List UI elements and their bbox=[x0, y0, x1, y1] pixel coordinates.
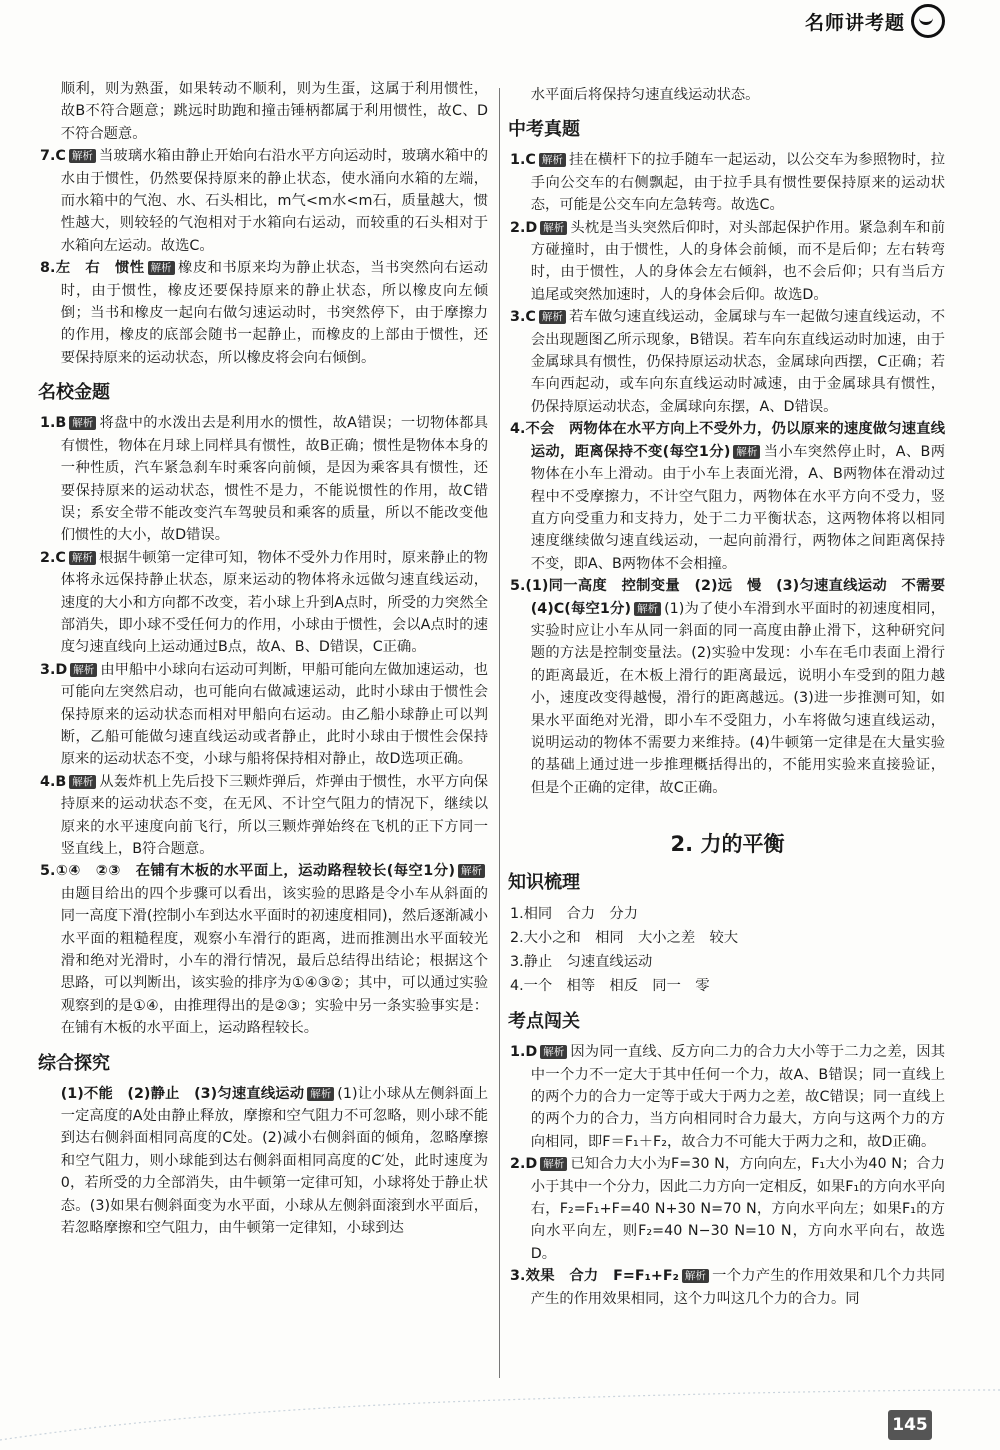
header-title: 名师讲考题 bbox=[805, 11, 906, 34]
answer-list bbox=[510, 1041, 945, 1310]
analysis-tag: 解析 bbox=[539, 310, 566, 324]
answer-item bbox=[510, 1265, 945, 1310]
analysis-text: 从轰炸机上先后投下三颗炸弹后，炸弹由于惯性，水平方向保持原来的运动状态不变，在无风、不计空气阻力的情况下，继续以原来的水平速度向前飞行，所以三颗炸弹始终在飞机的正下方同一竖直线上，B符合题意。 bbox=[60, 773, 488, 857]
knowledge-point: 4.一个 相等 相反 同一 零 bbox=[510, 978, 710, 995]
analysis-tag: 解析 bbox=[634, 602, 661, 616]
knowledge-point: 3.静止 匀速直线运动 bbox=[510, 954, 653, 971]
answer-list bbox=[510, 149, 960, 799]
knowledge-point: 1.相同 合力 分力 bbox=[510, 906, 639, 923]
continued-text: 顺利，则为熟蛋，如果转动不顺利，则为生蛋，这属于利用惯性，故B不符合题意；跳远时助跑和撞击锤柄都属于利用惯性，故C、D不符合题意。 bbox=[60, 81, 488, 142]
analysis-tag: 解析 bbox=[69, 775, 96, 789]
answer-key: 5.(1)同一高度 控制变量 (2)远 慢 (3)匀速直线运动 不需要 (4)C(每空1分) bbox=[510, 578, 960, 617]
answer-list bbox=[40, 412, 488, 1039]
analysis-tag: 解析 bbox=[539, 153, 566, 167]
analysis-text: 一个力产生的作用效果和几个力共同产生的作用效果相同，这个力叫这几个力的合力。同 bbox=[530, 1268, 945, 1307]
analysis-text: 因为同一直线、反方向二力的合力大小等于二力之差，因其中一个力不一定大于其中任何一个力，故A、B错误；同一直线上的两个力的合力一定等于或大于两力之差，故C错误；同一直线上的两个力的合力，当方向相同时合力最大，方向与这两个力的方向相同，即F＝F₁＋F₂，故合力不可能大于两力之和，故D正确。 bbox=[530, 1044, 945, 1150]
analysis-tag: 解析 bbox=[69, 551, 96, 565]
left-column bbox=[40, 78, 488, 1240]
answer-key: 2.C bbox=[40, 549, 66, 566]
answer-list bbox=[40, 145, 488, 369]
analysis-tag: 解析 bbox=[540, 221, 567, 235]
analysis-text: (1)为了使小车滑到水平面时的初速度相同，实验时应让小车从同一斜面的同一高度由静止滑下，这种研究问题的方法是控制变量法。(2)实验中发现：小车在毛巾表面上滑行的距离最近，在木板上滑行的距离最远，说明小车受到的阻力越小，速度改变得越慢，滑行的距离越远。(3)进一步推测可知，如果水平面绝对光滑，即小车不受阻力，小车将做匀速直线运动，说明运动的物体不需要力来维持。(4)牛顿第一定律是在大量实验的基础上通过进一步推理概括得出的，不能用实验来直接验证，但是个正确的定律，故C正确。 bbox=[530, 600, 945, 796]
answer-item bbox=[40, 1083, 488, 1240]
answer-item bbox=[510, 575, 960, 799]
answer-item bbox=[40, 547, 488, 659]
column-divider bbox=[499, 88, 500, 1378]
answer-key: (1)不能 (2)静止 (3)匀速直线运动 bbox=[60, 1085, 305, 1102]
answer-item bbox=[510, 306, 945, 418]
analysis-text: 橡皮和书原来均为静止状态，当书突然向右运动时，由于惯性，橡皮还要保持原来的静止状态，所以橡皮向左倾倒；当书和橡皮一起向右做匀速运动时，书突然停下，由于摩擦力的作用，橡皮的底部会随书一起静止，而橡皮的上部由于惯性，还要保持原来的运动状态，所以橡皮将会向右倾倒。 bbox=[60, 260, 488, 366]
answer-key: 1.D bbox=[510, 1044, 538, 1061]
page-header bbox=[805, 2, 945, 40]
analysis-text: 头枕是当头突然后仰时，对头部起保护作用。紧急刹车和前方碰撞时，由于惯性，人的身体会前倾，而不是后仰；左右转弯时，由于惯性，人的身体会左右倾斜，也不会后仰；只有当后方追尾或突然加速时，人的身体会后仰。故选D。 bbox=[530, 219, 945, 303]
answer-item bbox=[40, 659, 488, 771]
answer-item bbox=[510, 1153, 945, 1265]
answer-key: 3.效果 合力 F=F₁+F₂ bbox=[510, 1268, 679, 1285]
analysis-tag: 解析 bbox=[682, 1269, 709, 1283]
answer-item bbox=[510, 149, 945, 216]
answer-key: 2.D bbox=[510, 219, 538, 236]
answer-key: 4.不会 两物体在水平方向上不受外力，仍以原来的速度做匀速直线运动，距离保持不变(每空1分) bbox=[510, 421, 945, 460]
analysis-tag: 解析 bbox=[148, 261, 175, 275]
analysis-tag: 解析 bbox=[70, 663, 97, 677]
right-column bbox=[508, 84, 960, 1310]
analysis-text: 若车做匀速直线运动，金属球与车一起做匀速直线运动，不会出现题图乙所示现象，B错误。若车向东直线运动时加速，由于金属球具有惯性，仍保持原运动状态，金属球向西摆，C正确；若车向西起动，或车向东直线运动时减速，由于金属球具有惯性，仍保持原运动状态，金属球向东摆，A、D错误。 bbox=[530, 309, 945, 415]
answer-key: 3.C bbox=[510, 309, 536, 326]
answer-key: 5.①④ ②③ 在铺有木板的水平面上，运动路程较长(每空1分) bbox=[40, 863, 455, 880]
analysis-tag: 解析 bbox=[540, 1045, 567, 1059]
answer-key: 1.B bbox=[40, 415, 67, 432]
answer-item bbox=[510, 418, 945, 575]
answer-item bbox=[40, 412, 488, 546]
section-heading-kdcg: 考点闯关 bbox=[508, 1011, 580, 1033]
answer-item bbox=[40, 145, 488, 257]
answer-key: 4.B bbox=[40, 773, 67, 790]
analysis-text: 挂在横杆下的拉手随车一起运动，以公交车为参照物时，拉手向公交车的右侧飘起，由于拉手具有惯性要保持原来的运动状态，可能是公交车向左急转弯。故选C。 bbox=[530, 152, 945, 214]
answer-item bbox=[510, 217, 945, 307]
section-heading-zkzt: 中考真题 bbox=[508, 119, 580, 141]
analysis-text: 将盘中的水泼出去是利用水的惯性，故A错误；一切物体都具有惯性，物体在月球上同样具有惯性，故B正确；惯性是物体本身的一种性质，汽车紧急刹车时乘客向前倾，是因为乘客具有惯性，还要保持原来的运动状态，惯性不是力，不能说惯性的作用，故C错误；系安全带不能改变汽车驾驶员和乘客的质量，所以不能改变他们惯性的大小，故D错误。 bbox=[60, 415, 488, 544]
section-heading-zhtj: 综合探究 bbox=[38, 1052, 110, 1074]
answer-item bbox=[40, 860, 488, 1039]
analysis-tag: 解析 bbox=[69, 416, 96, 430]
analysis-text: (1)让小球从左侧斜面上一定高度的A处由静止释放，摩擦和空气阻力不可忽略，则小球不能到达右侧斜面相同高度的C处。(2)减小右侧斜面的倾角，忽略摩擦和空气阻力，则小球能到达右侧斜面相同高度的C′处，此时速度为0，若所受的力全部消失，由牛顿第一定律可知，小球将处于静止状态。(3)如果右侧斜面变为水平面，小球从左侧斜面滚到水平面后，若忽略摩擦和空气阻力，由牛顿第一定律知，小球到达 bbox=[60, 1085, 488, 1237]
answer-key: 8.左 右 惯性 bbox=[40, 260, 145, 277]
analysis-text: 当小车突然停止时，A、B两物体在小车上滑动。由于小车上表面光滑，A、B两物体在滑动过程中不受摩擦力，不计空气阻力，两物体在水平方向不受力，竖直方向受重力和支持力，处于二力平衡状态，这两物体将以相同速度继续做匀速直线运动，一起向前滑行，两物体之间距离保持不变，即A、B两物体不会相撞。 bbox=[530, 443, 946, 572]
answer-key: 1.C bbox=[510, 152, 536, 169]
analysis-tag: 解析 bbox=[458, 864, 485, 878]
analysis-text: 当玻璃水箱由静止开始向右沿水平方向运动时，玻璃水箱中的水由于惯性，仍然要保持原来的静止状态，使水涌向水箱的左端，而水箱中的气泡、水、石头相比，m气<m水<m石，质量越大，惯性越大，则较轻的气泡相对于水箱向右运动，而较重的石头相对于水箱向左运动。故选C。 bbox=[60, 148, 488, 254]
footer-decoration bbox=[0, 1370, 1000, 1450]
analysis-tag: 解析 bbox=[307, 1087, 334, 1101]
answer-item bbox=[510, 1041, 945, 1153]
analysis-text: 由题目给出的四个步骤可以看出，该实验的思路是令小车从斜面的同一高度下滑(控制小车到达水平面时的初速度相同)，然后逐渐减小水平面的粗糙程度，观察小车滑行的距离，进而推测出水平面较光滑和绝对光滑时，小车的滑行情况，最后总结得出结论；根据这个思路，可以判断出，该实验的排序为①④③②；其中，可以通过实验观察到的是①④，由推理得出的是②③；实验中另一条实验事实是：在铺有木板的水平面上，运动路程较长。 bbox=[60, 885, 488, 1037]
answer-key: 3.D bbox=[40, 661, 68, 678]
answer-item bbox=[40, 257, 488, 369]
analysis-tag: 解析 bbox=[540, 1157, 567, 1171]
chapter-title: 2. 力的平衡 bbox=[670, 832, 785, 857]
continued-text: 水平面后将保持匀速直线运动状态。 bbox=[530, 87, 760, 103]
analysis-text: 已知合力大小为F=30 N，方向向左，F₁大小为40 N；合力小于其中一个分力，因此二力方向一定相反，如果F₁的方向水平向右，F₂=F₁+F=40 N+30 N=70 N，方向水平向左；如果F₁的方向水平向左，则F₂=40 N−30 N=10 N，方向水平向右，故选D。 bbox=[530, 1156, 945, 1262]
answer-key: 7.C bbox=[40, 148, 66, 165]
answer-key: 2.D bbox=[510, 1156, 538, 1173]
analysis-text: 由甲船中小球向右运动可判断，甲船可能向左做加速运动，也可能向左突然启动，也可能向右做减速运动，此时小球由于惯性会保持原来的运动状态而相对甲船向右运动。由乙船小球静止可以判断，乙船可能做匀速直线运动或者静止，此时小球由于惯性会保持原来的运动状态不变，小球与船将保持相对静止，故D选项正确。 bbox=[60, 661, 488, 768]
page-number: 145 bbox=[888, 1410, 932, 1440]
section-heading-mxjt: 名校金题 bbox=[38, 382, 110, 404]
knowledge-point: 2.大小之和 相同 大小之差 较大 bbox=[510, 930, 739, 947]
section-heading-zssl: 知识梳理 bbox=[508, 872, 580, 894]
series-logo-icon bbox=[911, 4, 945, 38]
analysis-tag: 解析 bbox=[733, 445, 760, 459]
answer-item bbox=[40, 771, 488, 861]
analysis-text: 根据牛顿第一定律可知，物体不受外力作用时，原来静止的物体将永远保持静止状态，原来运动的物体将永远做匀速直线运动，速度的大小和方向都不改变，若小球上升到A点时，所受的力突然全部消失，即小球不受任何力的作用，小球由于惯性，会以A点时的速度匀速直线向上运动通过B点，故A、B、D错误，C正确。 bbox=[60, 549, 488, 656]
analysis-tag: 解析 bbox=[69, 149, 96, 163]
